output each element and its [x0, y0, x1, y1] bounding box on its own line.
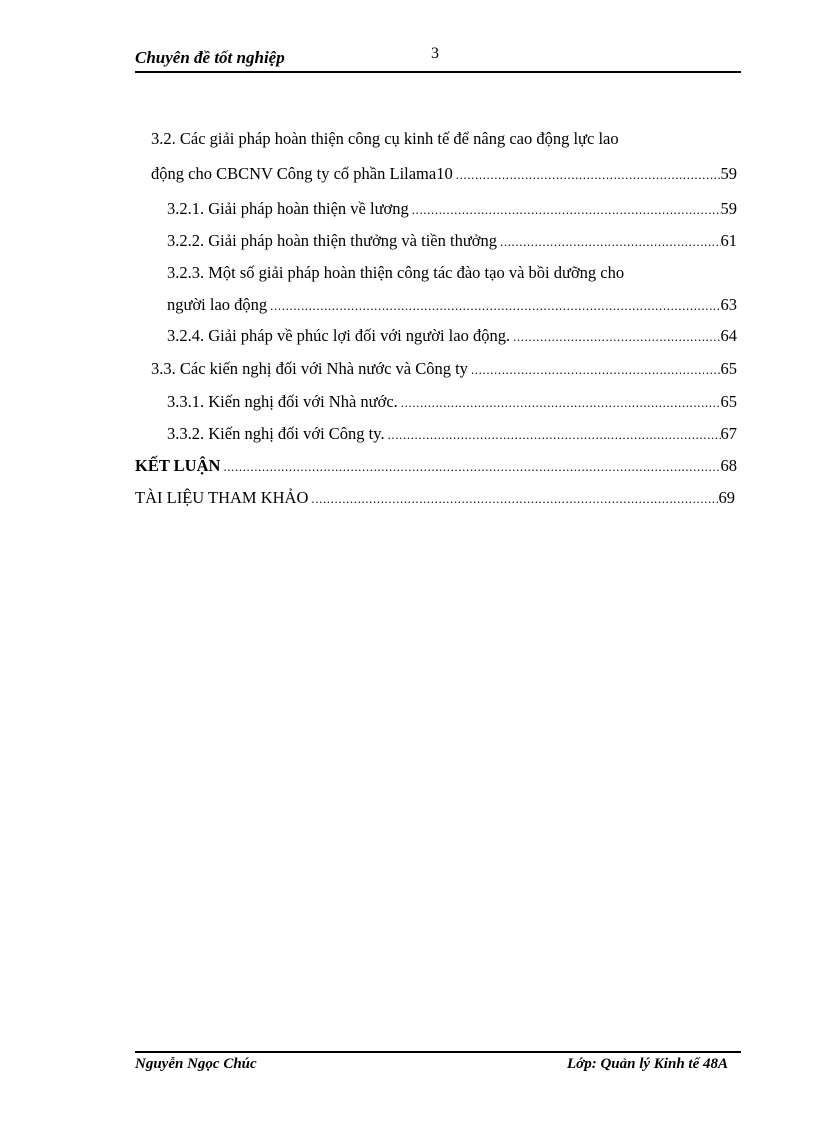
- toc-page-number: 59: [720, 199, 737, 218]
- toc-entry-3-2-3[interactable]: [167, 294, 737, 316]
- toc-entry-3-2-4[interactable]: [167, 325, 737, 347]
- dot-leader: [308, 488, 718, 509]
- toc-page-number: 63: [720, 295, 737, 314]
- toc-entry-label: 3.2.2. Giải pháp hoàn thiện thưởng và tiền thưởng: [167, 231, 497, 250]
- class-name: Lớp: Quản lý Kinh tế 48A: [567, 1056, 728, 1072]
- page-footer: [135, 1056, 735, 1078]
- toc-page-number: 65: [720, 359, 737, 378]
- toc-entry-3-2-line1[interactable]: [151, 128, 619, 150]
- footer-rule: [135, 1051, 741, 1053]
- dot-leader: [398, 392, 721, 413]
- toc-entry-3-2-1[interactable]: [167, 198, 737, 220]
- toc-entry-label: 3.3.1. Kiến nghị đối với Nhà nước.: [167, 392, 398, 411]
- page-header: [135, 45, 740, 70]
- document-title: Chuyên đề tốt nghiệp: [135, 48, 285, 67]
- dot-leader: [510, 326, 720, 347]
- page-number: 3: [431, 45, 439, 62]
- dot-leader: [453, 164, 721, 185]
- toc-entry-3-2-3-line1[interactable]: [167, 262, 624, 284]
- toc-entry-3-2[interactable]: [151, 163, 737, 185]
- toc-page-number: 61: [720, 231, 737, 250]
- toc-entry-conclusion[interactable]: [135, 455, 737, 477]
- dot-leader: [267, 295, 720, 316]
- toc-entry-label: TÀI LIỆU THAM KHẢO: [135, 488, 309, 507]
- dot-leader: [385, 424, 721, 445]
- toc-entry-label: 3.2.1. Giải pháp hoàn thiện về lương: [167, 199, 409, 218]
- toc-entry-label: 3.2.4. Giải pháp về phúc lợi đối với người lao động.: [167, 326, 511, 345]
- toc-entry-label: 3.3. Các kiến nghị đối với Nhà nước và Công ty: [151, 359, 468, 378]
- toc-page-number: 69: [718, 488, 735, 507]
- toc-entry-label: 3.3.2. Kiến nghị đối với Công ty.: [167, 424, 385, 443]
- toc-entry-references[interactable]: [135, 487, 735, 509]
- toc-entry-3-3[interactable]: [151, 358, 737, 380]
- toc-page-number: 64: [720, 326, 737, 345]
- toc-entry-3-3-2[interactable]: [167, 423, 737, 445]
- dot-leader: [409, 199, 721, 220]
- toc-entry-label: 3.2. Các giải pháp hoàn thiện công cụ kinh tế để nâng cao động lực lao: [151, 129, 619, 148]
- header-rule: [135, 71, 741, 73]
- toc-entry-3-3-1[interactable]: [167, 391, 737, 413]
- dot-leader: [220, 456, 720, 477]
- toc-page-number: 68: [720, 456, 737, 475]
- toc-page-number: 65: [720, 392, 737, 411]
- toc-page-number: 67: [720, 424, 737, 443]
- toc-entry-label: KẾT LUẬN: [135, 456, 221, 475]
- toc-entry-label: người lao động: [167, 295, 268, 314]
- author-name: Nguyễn Ngọc Chúc: [135, 1056, 257, 1072]
- toc-entry-label: động cho CBCNV Công ty cổ phần Lilama10: [151, 164, 453, 183]
- dot-leader: [497, 231, 721, 252]
- toc-entry-label: 3.2.3. Một số giải pháp hoàn thiện công tác đào tạo và bồi dưỡng cho: [167, 263, 625, 282]
- toc-entry-3-2-2[interactable]: [167, 230, 737, 252]
- dot-leader: [468, 359, 721, 380]
- toc-page-number: 59: [720, 164, 737, 183]
